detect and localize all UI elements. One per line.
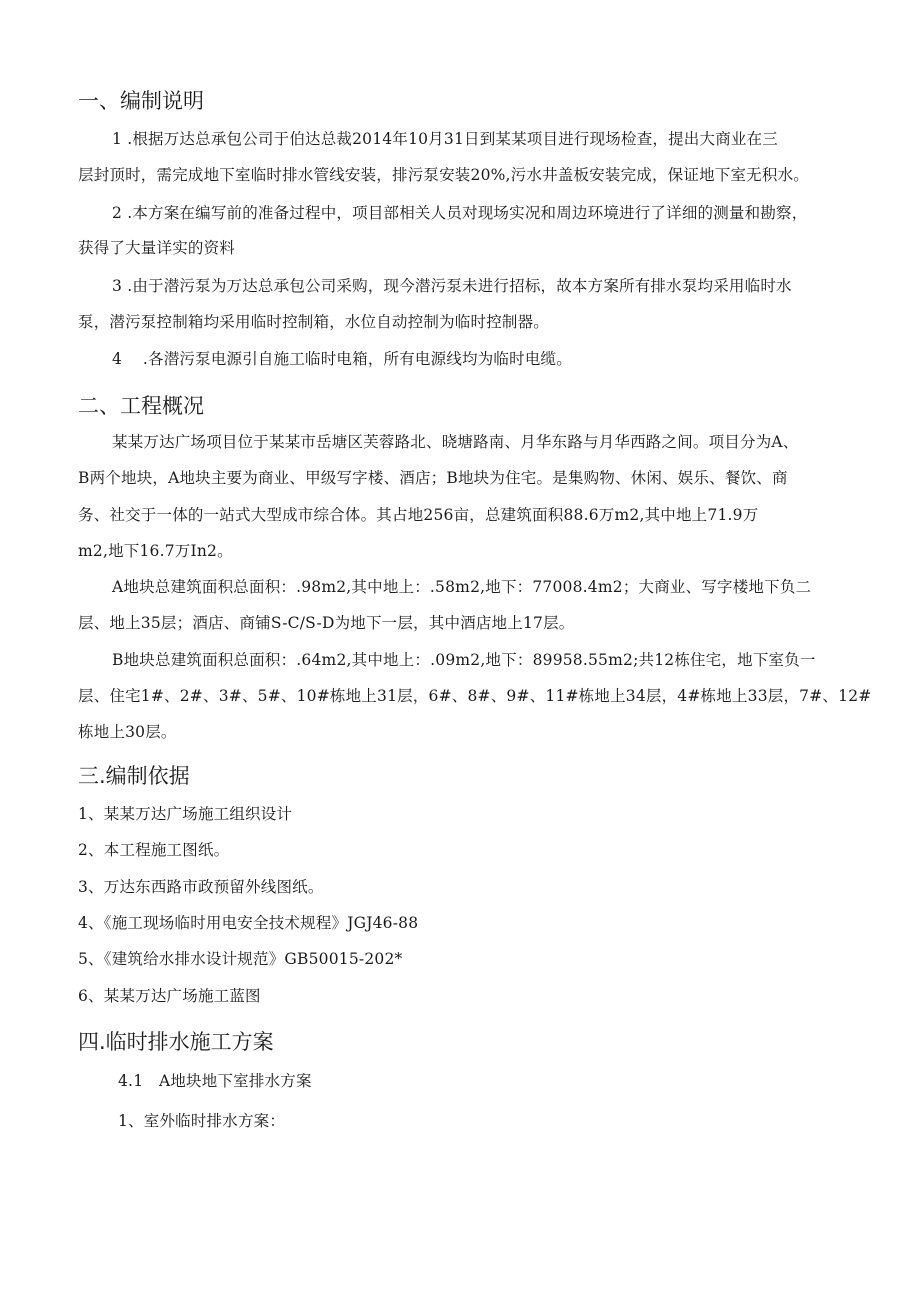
section-1-item-3-line-1: 3 .由于潜污泵为万达总承包公司采购，现今潜污泵未进行招标，故本方案所有排水泵均采用临时水 — [112, 277, 792, 295]
section-2-heading: 二、工程概况 — [78, 394, 204, 418]
section-1-item-1-line-1: 1 .根据万达总承包公司于伯达总裁2014年10月31日到某某项目进行现场检查，提出大商业在三 — [112, 130, 779, 148]
section-4-1-item-1: 1、室外临时排水方案： — [118, 1112, 286, 1130]
section-1-item-1-line-2: 层封顶时，需完成地下室临时排水管线安装，排污泵安装20%,污水井盖板安装完成，保证地下室无积水。 — [78, 166, 809, 184]
section-4-1-subtitle: 4.1 A地块地下室排水方案 — [118, 1072, 312, 1090]
overview-para-1-line-3: 务、社交于一体的一站式大型成市综合体。其占地256亩，总建筑面积88.6万m2,其中地上71.9万 — [78, 506, 759, 524]
section-3-heading: 三.编制依据 — [78, 764, 190, 788]
section-1-heading: 一、编制说明 — [78, 89, 204, 113]
overview-para-3-line-1: B地块总建筑面积总面积：.64m2,其中地上：.09m2,地下：89958.55m2;共12栋住宅，地下室负一 — [112, 651, 816, 669]
basis-item-6: 6、某某万达广场施工蓝图 — [78, 987, 261, 1005]
section-4-heading: 四.临时排水施工方案 — [78, 1030, 274, 1054]
section-1-item-2-line-2: 获得了大量详实的资料 — [78, 239, 236, 257]
overview-para-1-line-1: 某某万达广场项目位于某某市岳塘区芙蓉路北、晓塘路南、月华东路与月华西路之间。项目分为A、 — [112, 433, 799, 451]
section-1-item-4: 4 .各潜污泵电源引自施工临时电箱，所有电源线均为临时电缆。 — [112, 350, 572, 368]
basis-item-5: 5、《建筑给水排水设计规范》GB50015-202* — [78, 950, 403, 968]
basis-item-3: 3、万达东西路市政预留外线图纸。 — [78, 878, 324, 896]
basis-item-2: 2、本工程施工图纸。 — [78, 841, 230, 859]
basis-item-4: 4、《施工现场临时用电安全技术规程》JGJ46-88 — [78, 914, 419, 932]
section-1-item-3-line-2: 泵，潜污泵控制箱均采用临时控制箱，水位自动控制为临时控制器。 — [78, 313, 550, 331]
overview-para-2-line-1: A地块总建筑面积总面积：.98m2,其中地上：.58m2,地下：77008.4m2；大商业、写字楼地下负二 — [112, 578, 812, 596]
overview-para-1-line-4: m2,地下16.7万In2。 — [78, 542, 233, 560]
overview-para-3-line-3: 栋地上30层。 — [78, 723, 177, 741]
basis-item-1: 1、某某万达广场施工组织设计 — [78, 805, 293, 823]
overview-para-2-line-2: 层、地上35层；酒店、商铺S-C/S-D为地下一层，其中酒店地上17层。 — [78, 614, 575, 632]
overview-para-1-line-2: B两个地块，A地块主要为商业、甲级写字楼、酒店；B地块为住宅。是集购物、休闲、娱乐、餐饮、商 — [78, 469, 788, 487]
overview-para-3-line-2: 层、住宅1#、2#、3#、5#、10#栋地上31层，6#、8#、9#、11#栋地上34层，4#栋地上33层，7#、12# — [78, 687, 872, 705]
section-1-item-2-line-1: 2 .本方案在编写前的准备过程中，项目部相关人员对现场实况和周边环境进行了详细的测量和勘察， — [112, 204, 808, 222]
